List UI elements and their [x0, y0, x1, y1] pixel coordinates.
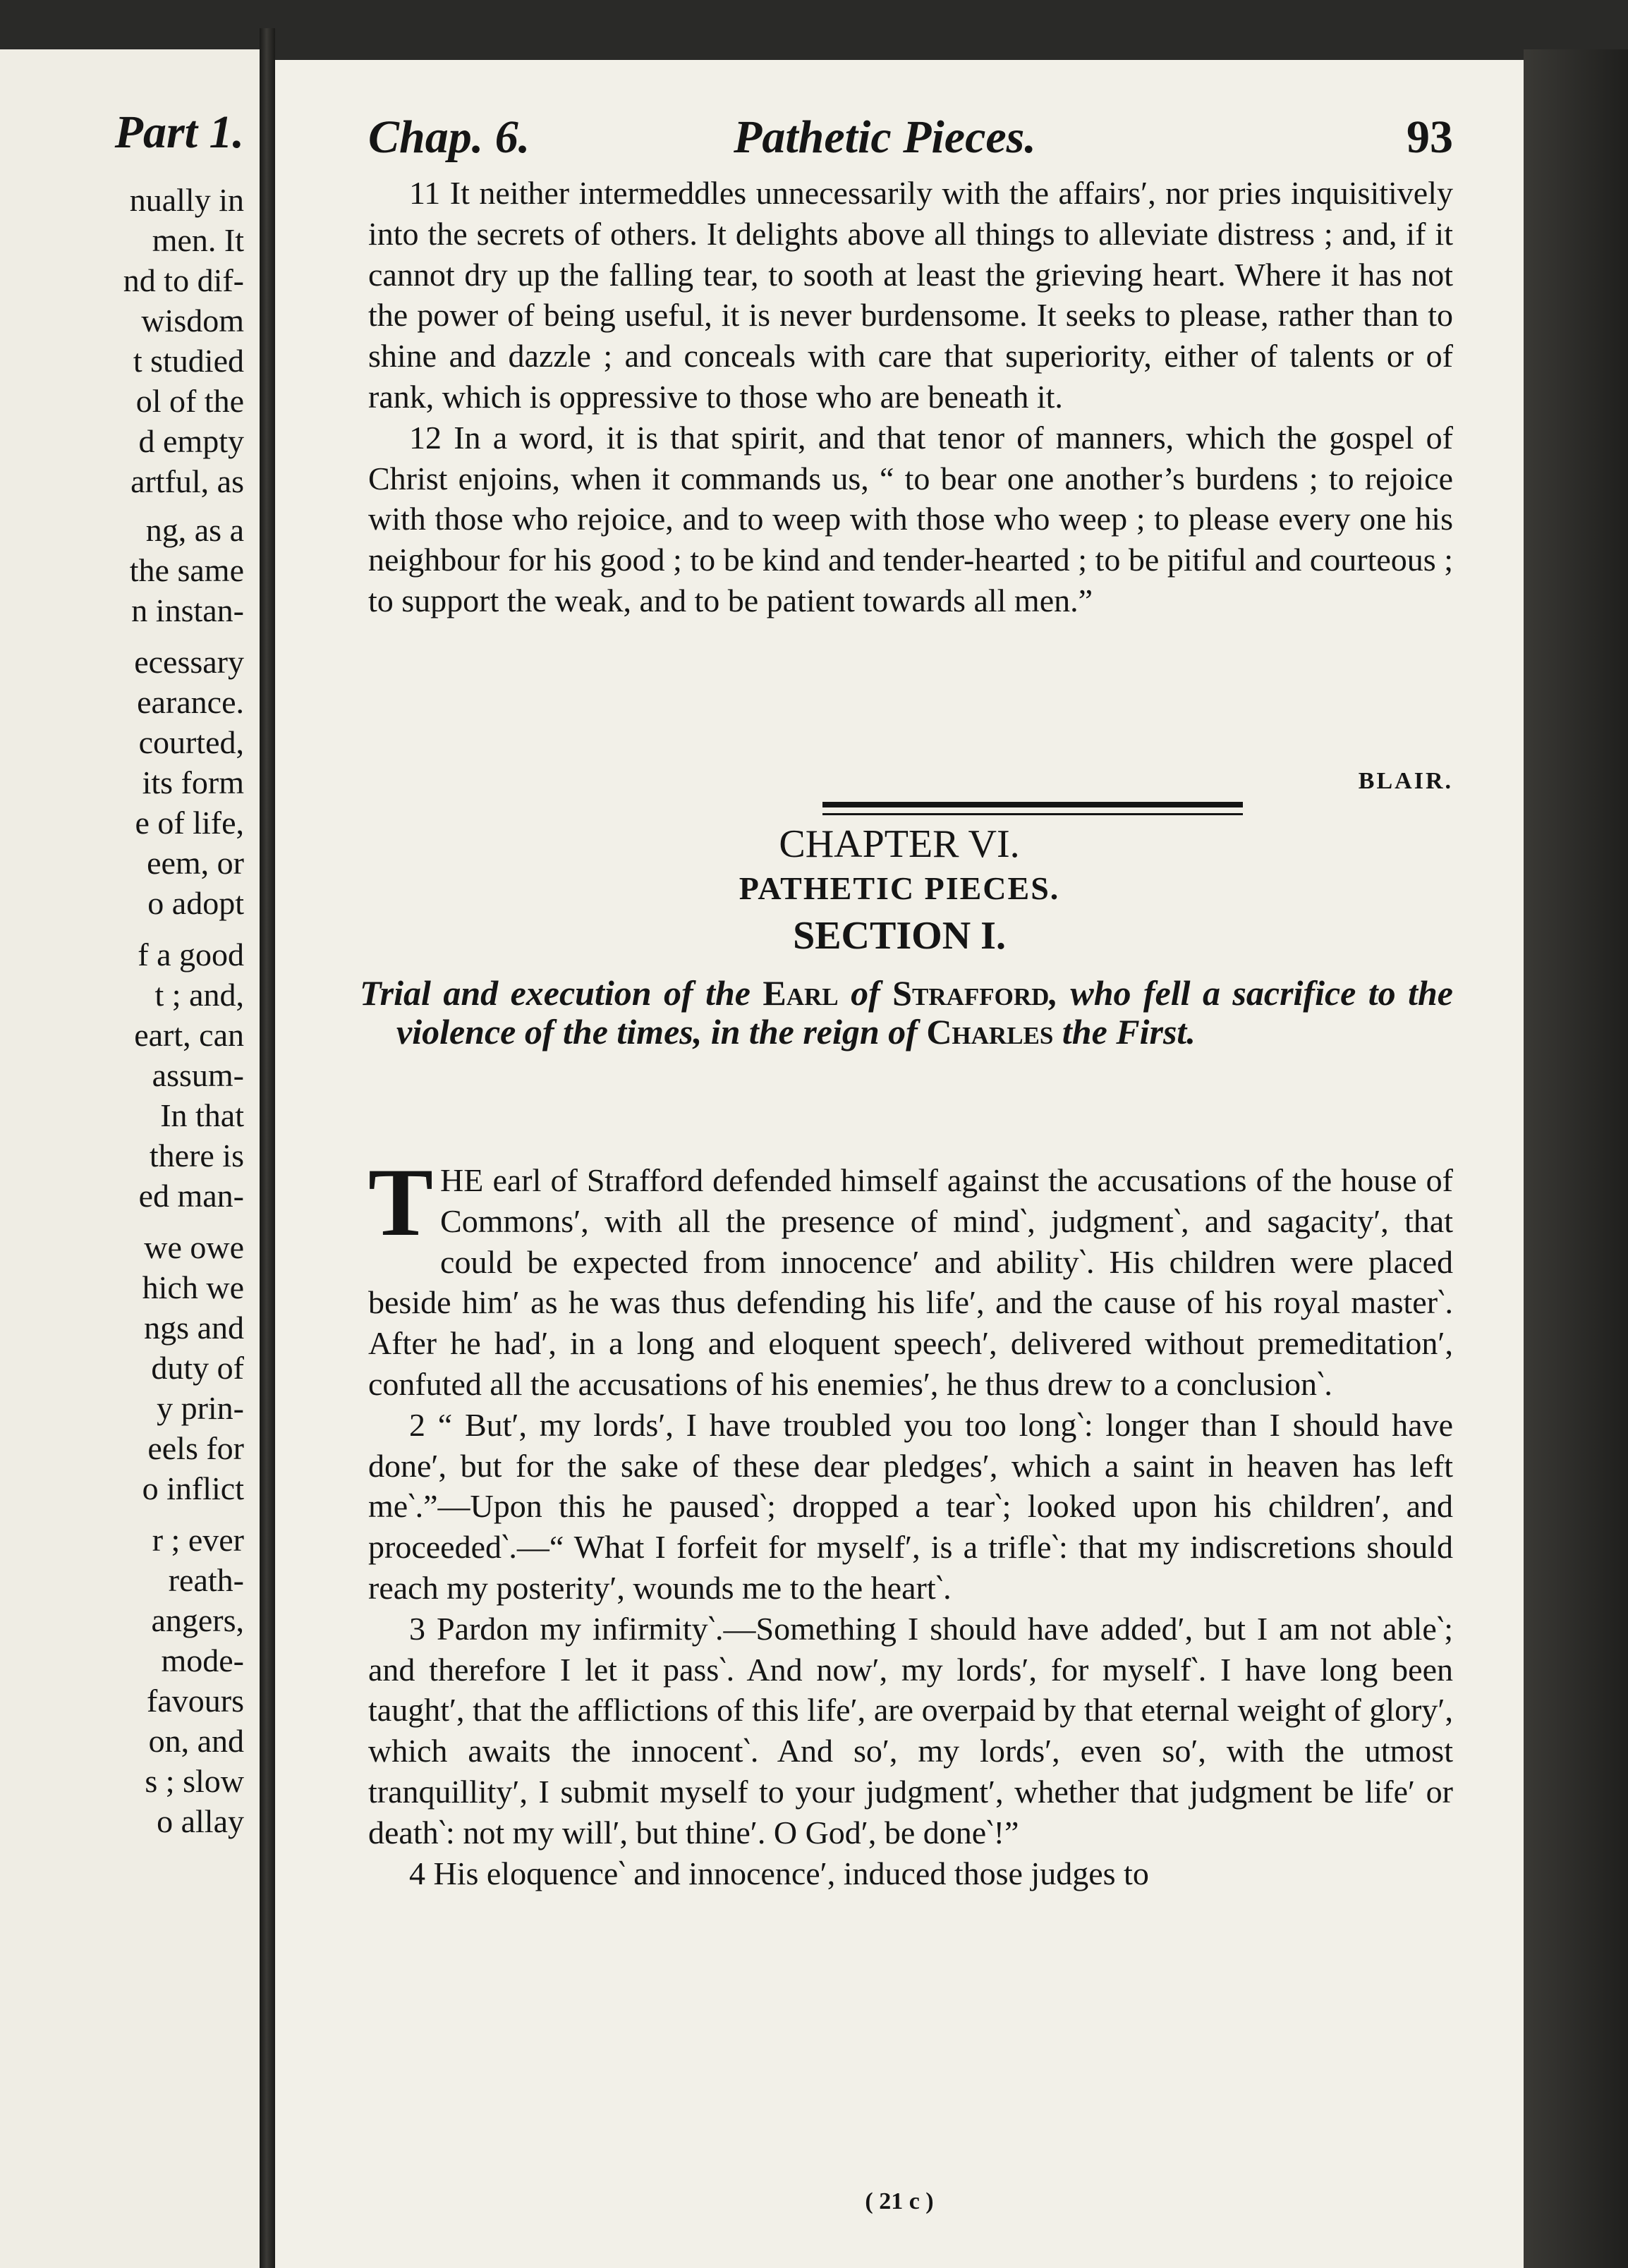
left-text-fragment: favours [147, 1683, 244, 1719]
book-spine [260, 28, 275, 2268]
drop-cap: T [368, 1148, 434, 1256]
left-text-fragment: there is [149, 1138, 244, 1173]
running-head-title: Pathetic Pieces. [734, 111, 1036, 163]
paragraph-11: 11 It neither intermeddles unnecessarily with the affairs′, nor pries inquisitively into the secrets of others. It delights above all things to alleviate distress ; and, if it cannot dry up the falling tear, to sooth at least the grieving heart. Where it has not the power of being useful, it is never burdensome. It seeks to please, rather than to shine and dazzle ; and conceals with care that superiority, either of talents or of rank, which is oppressive to those who are beneath it. [368, 175, 1453, 415]
paragraph-1-text: HE earl of Strafford defended himself against the accusations of the house of Commons′, with all the presence of mind‵, judgment‵, and sagacity′, that could be expected from innocence′ and ability‵. His children were placed beside him′ as he was thus defending his life′, and the cause of his royal master‵. After he had′, in a long and eloquent speech′, delivered without premeditation′, confuted all the accusations of his enemies′, he thus drew to a conclusion‵. [368, 1162, 1453, 1402]
left-text-fragment: n instan- [131, 592, 244, 628]
left-text-fragment: duty of [151, 1350, 244, 1386]
heading-name: Strafford [892, 973, 1050, 1013]
left-text-fragment: e of life, [135, 805, 244, 841]
left-text-fragment: the same [129, 552, 244, 588]
section-rule [822, 802, 1243, 807]
right-page [275, 60, 1524, 2268]
left-text-fragment: f a good [138, 937, 244, 973]
page-number: 93 [1407, 111, 1453, 163]
left-text-fragment: d empty [138, 423, 244, 459]
author-signature: BLAIR. [1358, 768, 1453, 794]
left-text-fragment: earance. [137, 684, 244, 720]
left-page-header: Part 1. [114, 106, 244, 158]
heading-name: Charles [926, 1012, 1054, 1051]
heading-part: of [838, 973, 893, 1013]
running-head-chapter: Chap. 6. [368, 111, 530, 163]
left-page [0, 49, 262, 2268]
paragraph-1 [368, 1148, 1453, 1405]
left-text-fragment: s ; slow [145, 1763, 244, 1799]
left-text-fragment: ng, as a [145, 512, 244, 548]
signature-mark: ( 21 c ) [865, 2188, 934, 2214]
left-text-fragment: nually in [129, 182, 244, 218]
left-text-fragment: eem, or [147, 845, 244, 881]
left-text-fragment: courted, [138, 724, 244, 760]
left-text-fragment: assum- [152, 1057, 244, 1093]
left-text-fragment: ol of the [135, 383, 244, 419]
left-text-fragment: we owe [144, 1229, 244, 1265]
left-text-fragment: mode- [161, 1642, 244, 1678]
section-heading [360, 974, 1453, 1051]
paragraph-12: 12 In a word, it is that spirit, and that tenor of manners, which the gospel of Christ enjoins, when it commands us, “ to bear one another’s burdens ; to rejoice with those who rejoice, and to weep with those who weep ; to please every one his neighbour for his good ; to be kind and tender-hearted ; to be pitiful and courteous ; to support the weak, and to be patient towards all men.” [368, 419, 1453, 618]
left-text-fragment: wisdom [141, 303, 244, 339]
left-text-fragment: men. It [152, 222, 244, 258]
left-text-fragment: artful, as [130, 463, 244, 499]
paragraph-3: 3 Pardon my infirmity‵.—Something I should have added′, but I am not able‵; and therefore I let it pass‵. And now′, my lords′, for myself‵. I have long been taught′, that the afflictions of this life′, are overpaid by that eternal weight of glory′, which awaits the innocent‵. And so′, my lords′, even so′, with the utmost tranquillity′, I submit myself to your judgment′, whether that judgment be life′ or death‵: not my will′, but thine′. O God′, be done‵!” [368, 1610, 1453, 1851]
left-text-fragment: ecessary [134, 644, 244, 680]
left-text-fragment: y prin- [157, 1390, 244, 1426]
section-rule-thin [822, 813, 1243, 815]
left-text-fragment: ngs and [144, 1310, 244, 1346]
paragraph-2: 2 “ But′, my lords′, I have troubled you too long‵: longer than I should have done′, but for the sake of these dear pledges′, which a saint in heaven has left me‵.”—Upon this he paused‵; dropped a tear‵; looked upon his children′, and proceeded‵.—“ What I forfeit for myself′, is a trifle‵: that my indiscretions should reach my posterity′, wounds me to the heart‵. [368, 1406, 1453, 1606]
scan-background [1524, 49, 1628, 2268]
left-text-fragment: angers, [151, 1602, 244, 1638]
left-text-fragment: eart, can [134, 1017, 244, 1053]
left-text-fragment: nd to dif- [123, 262, 244, 298]
left-text-fragment: its form [142, 764, 244, 800]
left-text-fragment: eels for [147, 1430, 244, 1466]
left-text-fragment: o allay [157, 1803, 244, 1839]
left-text-fragment: t studied [133, 343, 244, 379]
left-text-fragment: t ; and, [154, 977, 244, 1013]
left-text-fragment: on, and [148, 1723, 244, 1759]
chapter-title: CHAPTER VI. [779, 822, 1020, 866]
left-text-fragment: hich we [142, 1269, 244, 1305]
heading-name: Earl [763, 973, 839, 1013]
left-text-fragment: In that [160, 1097, 244, 1133]
section-title: SECTION I. [793, 914, 1006, 958]
heading-part: Trial and execution of the [360, 973, 763, 1013]
left-text-fragment: o adopt [147, 885, 244, 921]
heading-part: the First. [1053, 1012, 1196, 1051]
left-text-fragment: reath- [168, 1562, 244, 1598]
top-text [368, 173, 1453, 621]
left-text-fragment: o inflict [142, 1470, 244, 1506]
left-text-fragment: ed man- [138, 1178, 244, 1214]
paragraph-4: 4 His eloquence‵ and innocence′, induced those judges to [409, 1855, 1149, 1891]
chapter-subtitle: PATHETIC PIECES. [739, 870, 1060, 906]
left-text-fragment: r ; ever [152, 1522, 244, 1558]
section-text [368, 1148, 1453, 1894]
heading-part: , who fell a sacrifice to the violence of the times, in the reign of [396, 973, 1453, 1051]
